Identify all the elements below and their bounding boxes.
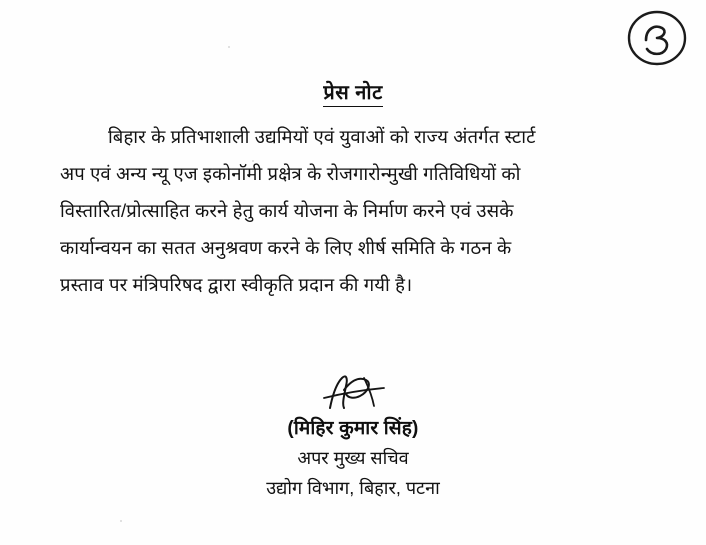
scan-speck xyxy=(120,520,122,522)
signatory-name: (मिहिर कुमार सिंह) xyxy=(287,418,419,439)
page-title-text: प्रेस नोट xyxy=(323,82,382,107)
page-title xyxy=(0,78,706,105)
press-note-body xyxy=(60,118,650,303)
paragraph-line: विस्तारित/प्रोत्साहित करने हेतु कार्य योजना के निर्माण करने एवं उसके xyxy=(60,200,514,221)
signature-block xyxy=(0,372,706,500)
page-number-mark xyxy=(626,8,688,68)
scan-speck xyxy=(252,160,254,162)
paragraph-line: अप एवं अन्य न्यू एज इकोनॉमी प्रक्षेत्र के रोजगारोन्मुखी गतिविधियों को xyxy=(60,163,521,184)
scan-speck xyxy=(228,46,230,48)
paragraph-line: प्रस्ताव पर मंत्रिपरिषद द्वारा स्वीकृति प्रदान की गयी है। xyxy=(60,274,413,295)
paragraph-line: बिहार के प्रतिभाशाली उद्यमियों एवं युवाओं को राज्य अंतर्गत स्टार्ट xyxy=(108,126,536,147)
signatory-department: उद्योग विभाग, बिहार, पटना xyxy=(266,478,440,498)
signatory-designation: अपर मुख्य सचिव xyxy=(297,448,409,468)
paragraph-line: कार्यान्वयन का सतत अनुश्रवण करने के लिए शीर्ष समिति के गठन के xyxy=(60,237,512,258)
handwritten-signature xyxy=(0,372,706,414)
